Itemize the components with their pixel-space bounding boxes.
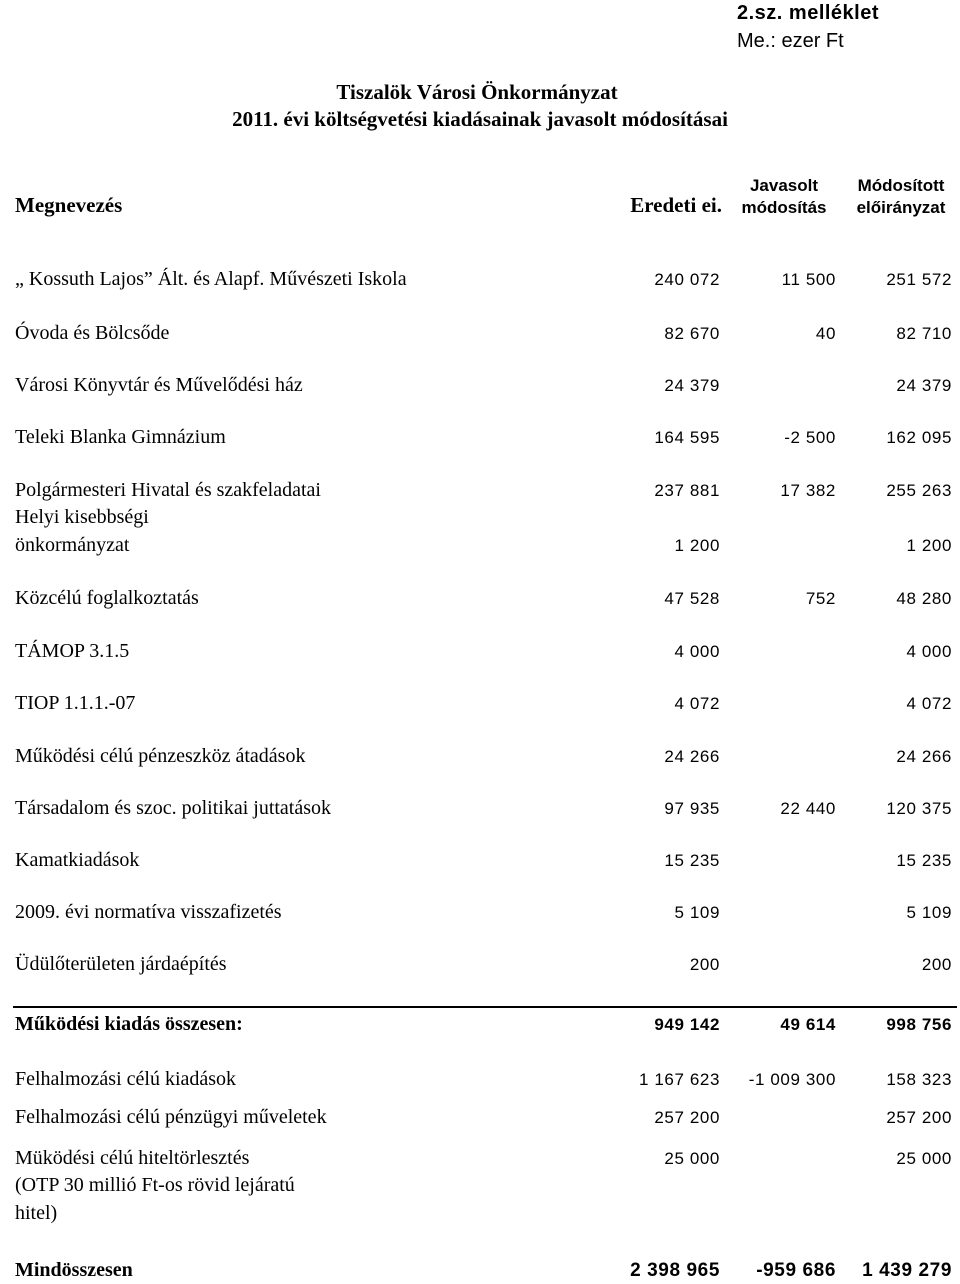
cell-original: 200 <box>689 955 720 974</box>
document-title: Tiszalök Városi Önkormányzat <box>336 80 618 104</box>
cell-modified: 48 280 <box>896 589 952 608</box>
unit-label: Me.: ezer Ft <box>737 30 844 52</box>
column-header-name: Megnevezés <box>15 193 123 217</box>
cell-original: 15 235 <box>664 851 720 870</box>
cell-modified: 1 439 279 <box>862 1260 952 1281</box>
cell-original: 1 167 623 <box>638 1070 720 1089</box>
cell-modified: 4 072 <box>906 694 952 713</box>
cell-modification: 40 <box>815 324 836 343</box>
cell-original: 4 072 <box>674 694 720 713</box>
row-label: TÁMOP 3.1.5 <box>15 640 130 662</box>
cell-original: 25 000 <box>664 1149 720 1168</box>
subtotal-divider <box>13 1006 957 1008</box>
subtotal-label: Működési kiadás összesen: <box>15 1013 243 1035</box>
column-header-modified-line2: előirányzat <box>856 198 946 217</box>
row-label: Teleki Blanka Gimnázium <box>15 426 226 448</box>
cell-original: 47 528 <box>664 589 720 608</box>
cell-original: 257 200 <box>654 1108 720 1127</box>
cell-modification: -2 500 <box>784 428 836 447</box>
cell-modified: 998 756 <box>886 1015 952 1034</box>
cell-original: 240 072 <box>654 270 720 289</box>
row-label: Kamatkiadások <box>15 849 140 871</box>
row-label: Polgármesteri Hivatal és szakfeladatai <box>15 479 321 501</box>
row-label: Működési célú pénzeszköz átadások <box>15 745 306 767</box>
row-label-line1: Müködési célú hiteltörlesztés <box>15 1147 250 1169</box>
column-header-modification-line1: Javasolt <box>749 176 819 195</box>
cell-modified: 4 000 <box>906 642 952 661</box>
row-label: Üdülőterületen járdaépítés <box>15 953 227 975</box>
cell-original: 1 200 <box>674 536 720 555</box>
cell-modification: 17 382 <box>780 481 836 500</box>
column-header-modified <box>842 175 960 219</box>
cell-original: 4 000 <box>674 642 720 661</box>
row-label: Óvoda és Bölcsőde <box>15 322 170 344</box>
cell-original: 82 670 <box>664 324 720 343</box>
cell-original: 97 935 <box>664 799 720 818</box>
column-header-modified-line1: Módosított <box>857 176 945 195</box>
row-label-line3: hitel) <box>15 1202 58 1224</box>
cell-modified: 158 323 <box>886 1070 952 1089</box>
cell-modification: 752 <box>805 589 836 608</box>
cell-original: 949 142 <box>654 1015 720 1034</box>
total-label: Mindösszesen <box>15 1259 133 1281</box>
cell-modified: 251 572 <box>886 270 952 289</box>
cell-modification: 22 440 <box>780 799 836 818</box>
cell-modified: 25 000 <box>896 1149 952 1168</box>
row-label: Közcélú foglalkoztatás <box>15 587 199 609</box>
row-label: 2009. évi normatíva visszafizetés <box>15 901 282 923</box>
cell-modified: 257 200 <box>886 1108 952 1127</box>
row-label-line2: (OTP 30 millió Ft-os rövid lejáratú <box>15 1174 295 1196</box>
cell-modified: 1 200 <box>906 536 952 555</box>
row-label-line2: önkormányzat <box>15 534 130 556</box>
row-label: Felhalmozási célú pénzügyi műveletek <box>15 1106 327 1128</box>
cell-modification: -959 686 <box>756 1260 836 1281</box>
cell-original: 164 595 <box>654 428 720 447</box>
row-label: Társadalom és szoc. politikai juttatások <box>15 797 332 819</box>
row-label: TIOP 1.1.1.-07 <box>15 692 136 714</box>
cell-original: 237 881 <box>654 481 720 500</box>
cell-modified: 24 266 <box>896 747 952 766</box>
cell-original: 5 109 <box>674 903 720 922</box>
cell-original: 2 398 965 <box>630 1260 720 1281</box>
cell-modification: 49 614 <box>780 1015 836 1034</box>
cell-original: 24 379 <box>664 376 720 395</box>
cell-modified: 82 710 <box>896 324 952 343</box>
annex-label: 2.sz. melléklet <box>737 2 880 24</box>
cell-modified: 200 <box>921 955 952 974</box>
cell-modified: 5 109 <box>906 903 952 922</box>
document-subtitle: 2011. évi költségvetési kiadásainak javasolt módosításai <box>232 107 728 131</box>
cell-modified: 15 235 <box>896 851 952 870</box>
column-header-original: Eredeti ei. <box>630 193 722 217</box>
cell-modification: -1 009 300 <box>748 1070 836 1089</box>
cell-modified: 120 375 <box>886 799 952 818</box>
row-label: Városi Könyvtár és Művelődési ház <box>15 374 303 396</box>
cell-original: 24 266 <box>664 747 720 766</box>
cell-modified: 162 095 <box>886 428 952 447</box>
column-header-modification-line2: módosítás <box>741 198 827 217</box>
row-label: „ Kossuth Lajos” Ált. és Alapf. Művészeti Iskola <box>15 268 407 290</box>
cell-modified: 24 379 <box>896 376 952 395</box>
row-label-line1: Helyi kisebbségi <box>15 506 149 528</box>
cell-modified: 255 263 <box>886 481 952 500</box>
cell-modification: 11 500 <box>781 270 836 289</box>
column-header-modification <box>731 175 837 219</box>
row-label: Felhalmozási célú kiadások <box>15 1068 237 1090</box>
